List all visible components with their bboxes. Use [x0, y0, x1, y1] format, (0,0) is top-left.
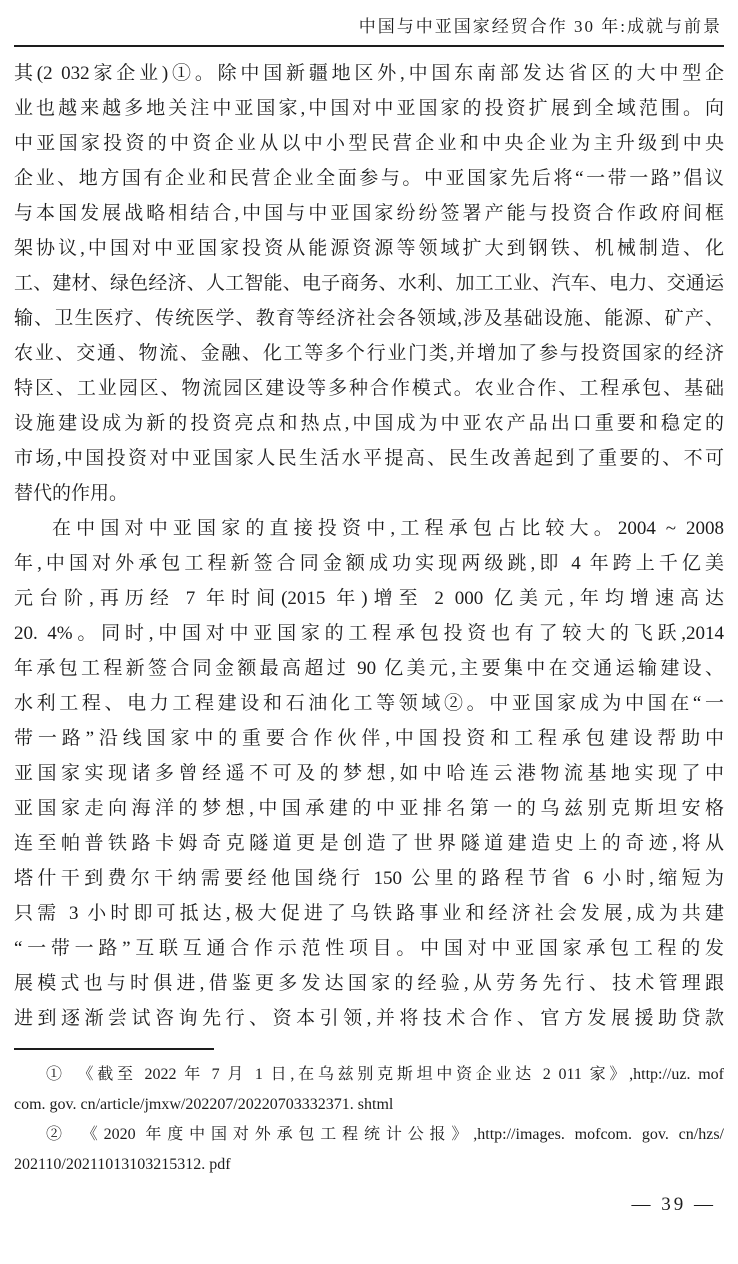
body-line: 进到逐渐尝试咨询先行、资本引领,并将技术合作、官方发展援助贷款: [14, 1008, 724, 1029]
running-title: 中国与中亚国家经贸合作 30 年:成就与前景: [358, 17, 722, 36]
footnote-line: ② 《2020 年度中国对外承包工程统计公报》,http://images. mofcom. gov. cn/hzs/: [46, 1126, 724, 1143]
page-number: — 39 —: [631, 1194, 716, 1215]
body-line: “一带一路”互联互通合作示范性项目。中国对中亚国家承包工程的发: [14, 938, 724, 959]
body-line: 企业、地方国有企业和民营企业全面参与。中亚国家先后将“一带一路”倡议: [14, 168, 724, 189]
body-line: 业也越来越多地关注中亚国家,中国对中亚国家的投资扩展到全域范围。向: [14, 98, 724, 119]
article-paragraph-2: [14, 511, 724, 1036]
body-line: 展模式也与时俱进,借鉴更多发达国家的经验,从劳务先行、技术管理跟: [14, 973, 724, 994]
body-line: 设施建设成为新的投资亮点和热点,中国成为中亚农产品出口重要和稳定的: [14, 413, 724, 434]
body-line: 与本国发展战略相结合,中国与中亚国家纷纷签署产能与投资合作政府间框: [14, 203, 724, 224]
body-line: 年,中国对外承包工程新签合同金额成功实现两级跳,即 4 年跨上千亿美: [14, 553, 724, 574]
body-line: 水利工程、电力工程建设和石油化工等领域②。中亚国家成为中国在“一: [14, 693, 724, 714]
body-line: 中亚国家投资的中资企业从以中小型民营企业和中央企业为主升级到中央: [14, 133, 724, 154]
body-line: 替代的作用。: [14, 483, 129, 504]
body-line: 其(2 032家企业)①。除中国新疆地区外,中国东南部发达省区的大中型企: [14, 63, 724, 84]
body-line: 带一路”沿线国家中的重要合作伙伴,中国投资和工程承包建设帮助中: [14, 728, 724, 749]
body-line: 在中国对中亚国家的直接投资中,工程承包占比较大。2004 ~ 2008: [52, 518, 724, 539]
footnotes-section: [14, 1060, 724, 1180]
body-line: 输、卫生医疗、传统医学、教育等经济社会各领域,涉及基础设施、能源、矿产、: [14, 308, 724, 329]
body-line: 亚国家实现诸多曾经遥不可及的梦想,如中哈连云港物流基地实现了中: [14, 763, 724, 784]
header-rule: [14, 45, 724, 47]
footnote-line: 202110/20211013103215312. pdf: [14, 1156, 231, 1173]
body-line: 特区、工业园区、物流园区建设等多种合作模式。农业合作、工程承包、基础: [14, 378, 724, 399]
footnote-divider: [14, 1048, 214, 1050]
footnote-line: com. gov. cn/article/jmxw/202207/20220703332371. shtml: [14, 1096, 394, 1113]
article-paragraph-1: [14, 56, 724, 511]
body-line: 市场,中国投资对中亚国家人民生活水平提高、民生改善起到了重要的、不可: [14, 448, 724, 469]
body-line: 架协议,中国对中亚国家投资从能源资源等领域扩大到钢铁、机械制造、化: [14, 238, 724, 259]
body-line: 只需 3 小时即可抵达,极大促进了乌铁路事业和经济社会发展,成为共建: [14, 903, 724, 924]
body-line: 农业、交通、物流、金融、化工等多个行业门类,并增加了参与投资国家的经济: [14, 343, 724, 364]
body-line: 连至帕普铁路卡姆奇克隧道更是创造了世界隧道建造史上的奇迹,将从: [14, 833, 724, 854]
footnote-line: ① 《截至 2022 年 7 月 1 日,在乌兹别克斯坦中资企业达 2 011 家》,http://uz. mof: [46, 1066, 724, 1083]
article-body: [14, 56, 724, 1036]
body-line: 亚国家走向海洋的梦想,中国承建的中亚排名第一的乌兹别克斯坦安格: [14, 798, 724, 819]
body-line: 工、建材、绿色经济、人工智能、电子商务、水利、加工工业、汽车、电力、交通运: [14, 273, 724, 294]
body-line: 20. 4%。同时,中国对中亚国家的工程承包投资也有了较大的飞跃,2014: [14, 623, 724, 644]
body-line: 年承包工程新签合同金额最高超过 90 亿美元,主要集中在交通运输建设、: [14, 658, 724, 679]
body-line: 塔什干到费尔干纳需要经他国绕行 150 公里的路程节省 6 小时,缩短为: [14, 868, 724, 889]
body-line: 元台阶,再历经 7 年时间(2015 年)增至 2 000 亿美元,年均增速高达: [14, 588, 724, 609]
